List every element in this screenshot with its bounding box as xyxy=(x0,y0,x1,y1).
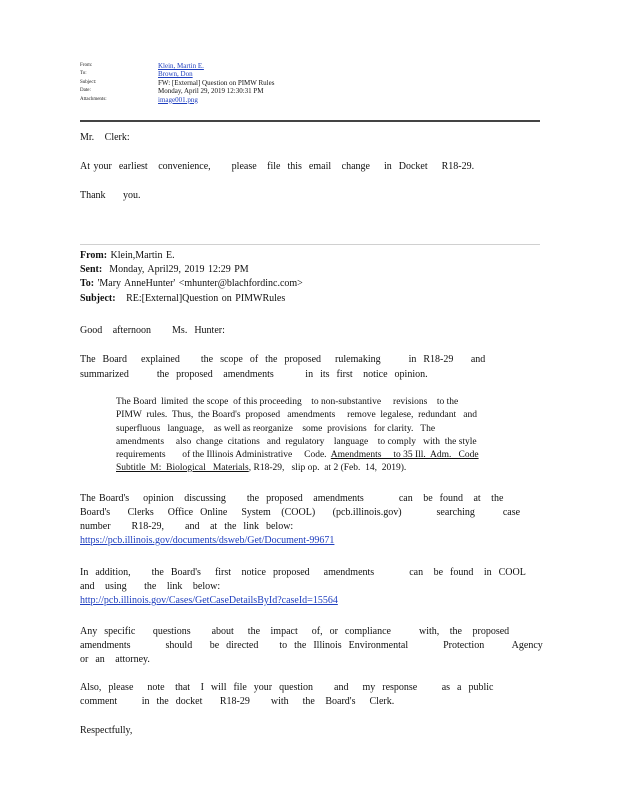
quote-line3: superfluous language, as well as reorganize some provisions for clarity. The xyxy=(116,424,436,434)
header-divider xyxy=(80,120,540,122)
header-subject-value: FW: [External] Question on PIMW Rules xyxy=(158,78,275,87)
para4-line3: or an attorney. xyxy=(80,654,150,665)
message2-from-value: Klein,Martin E. xyxy=(107,250,175,261)
header-to-label: To: xyxy=(80,71,87,77)
header-from-row xyxy=(80,62,274,70)
header-attachments-row xyxy=(80,96,274,104)
header-date-value: Monday, April 29, 2019 12:30:31 PM xyxy=(158,87,264,96)
header-attachment-link[interactable]: image001.png xyxy=(158,95,198,104)
email-header-block xyxy=(80,62,274,104)
quote-citation-part2: Subtitle M: Biological Materials xyxy=(116,463,249,473)
message2-from-row xyxy=(80,249,175,263)
case-details-link[interactable]: http://pcb.illinois.gov/Cases/GetCaseDetailsById?caseId=15564 xyxy=(80,595,338,606)
message2-from-label: From: xyxy=(80,250,108,261)
message1-greeting: Mr. Clerk: xyxy=(80,132,130,143)
quote-line2: PIMW rules. Thus, the Board's proposed amendments remove legalese, redundant and xyxy=(116,410,477,420)
message2-sent-row xyxy=(80,263,249,277)
message1-closing: Thank you. xyxy=(80,190,141,201)
header-subject-row xyxy=(80,79,274,87)
message2-subject-row xyxy=(80,292,285,306)
para3-line2: and using the link below: xyxy=(80,581,221,592)
header-to-value[interactable]: Brown, Don xyxy=(158,70,193,79)
header-date-label: Date: xyxy=(80,88,91,94)
para5-line1: Also, please note that I will file your question and my response as a public xyxy=(80,682,494,693)
message2-to-value: 'Mary AnneHunter' <mhunter@blachfordinc.com> xyxy=(94,278,303,289)
signoff: Respectfully, xyxy=(80,725,133,736)
forward-divider xyxy=(80,244,540,245)
header-date-row xyxy=(80,87,274,95)
header-to-row xyxy=(80,70,274,78)
para1-line2: summarized the proposed amendments in its first notice opinion. xyxy=(80,369,428,380)
quote-line4: amendments also change citations and regulatory language to comply with the style xyxy=(116,437,477,447)
quote-line6-rest: , R18-29, slip op. at 2 (Feb. 14, 2019). xyxy=(248,463,407,473)
para2-line3: number R18-29, and at the link below: xyxy=(80,521,294,532)
para5-line2: comment in the docket R18-29 with the Board's Clerk. xyxy=(80,696,395,707)
header-from-label: From: xyxy=(80,63,93,68)
quote-line6 xyxy=(116,462,406,475)
quote-line1: The Board limited the scope of this proceeding to non-substantive revisions to the xyxy=(116,397,459,407)
message2-sent-value: Monday, April29, 2019 12:29 PM xyxy=(102,264,249,275)
message2-to-row xyxy=(80,277,303,291)
message2-subject-value: RE:[External]Question on PIMWRules xyxy=(115,293,286,304)
header-from-value[interactable]: Klein, Martin E. xyxy=(158,62,204,70)
para2-line1: The Board's opinion discussing the proposed amendments can be found at the xyxy=(80,493,504,504)
para1-line1: The Board explained the scope of the proposed rulemaking in R18-29 and xyxy=(80,354,486,365)
document-link[interactable]: https://pcb.illinois.gov/documents/dsweb/Get/Document-99671 xyxy=(80,535,335,546)
header-subject-label: Subject: xyxy=(80,79,97,85)
message1-body: At your earliest convenience, please file this email change in Docket R18-29. xyxy=(80,161,475,172)
quote-line5 xyxy=(116,449,479,462)
para4-line1: Any specific questions about the impact of, or compliance with, the proposed xyxy=(80,626,510,637)
para2-line2: Board's Clerks Office Online System (COOL) (pcb.illinois.gov) searching case xyxy=(80,507,521,518)
message2-subject-label: Subject: xyxy=(80,293,116,304)
para3-line1: In addition, the Board's first notice proposed amendments can be found in COOL xyxy=(80,567,526,578)
message2-greeting: Good afternoon Ms. Hunter: xyxy=(80,325,225,336)
para4-line2: amendments should be directed to the Illinois Environmental Protection Agency xyxy=(80,640,543,651)
quote-line5-text: requirements of the Illinois Administrative Code. xyxy=(116,450,327,460)
quote-citation-part1: Amendments to 35 Ill. Adm. Code xyxy=(330,450,479,460)
message2-sent-label: Sent: xyxy=(80,264,103,275)
header-attachments-label: Attachments: xyxy=(80,96,107,102)
message2-to-label: To: xyxy=(80,278,95,289)
